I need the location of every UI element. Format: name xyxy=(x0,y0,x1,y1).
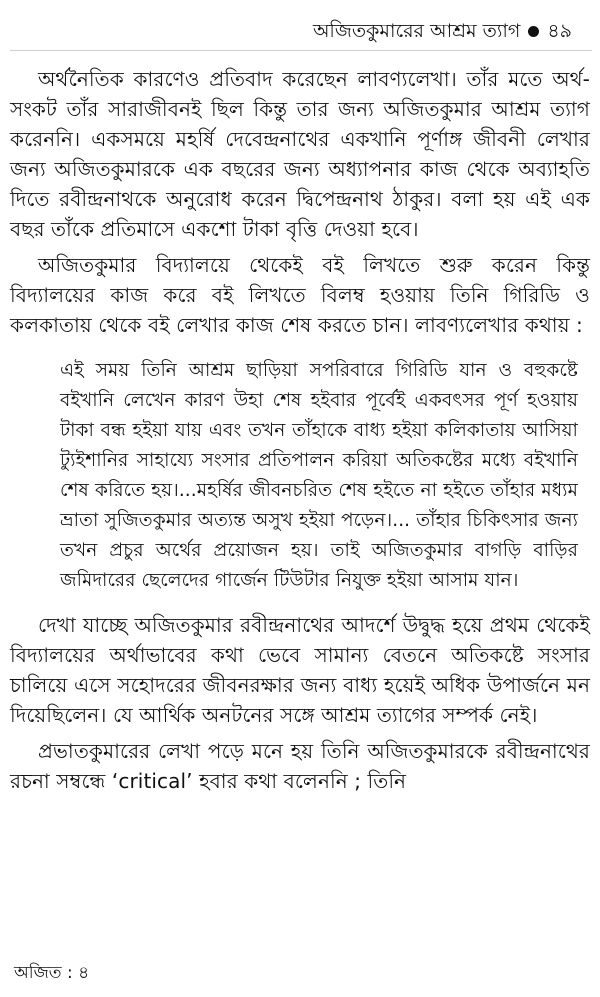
footer-signature: অজিত : ৪ xyxy=(14,963,90,983)
bullet-icon xyxy=(528,26,539,37)
paragraph-4: প্রভাতকুমারের লেখা পড়ে মনে হয় তিনি অজিতকুমারকে রবীন্দ্রনাথের রচনা সম্বন্ধে ‘critical’ হবার কথা বলেননি ; তিনি xyxy=(10,739,590,793)
chapter-title: অজিতকুমারের আশ্রম ত্যাগ xyxy=(312,20,521,42)
quote-text: এই সময় তিনি আশ্রম ছাড়িয়া সপরিবারে গিরিডি যান ও বহুকষ্টে বইখানি লেখেন কারণ উহা শেষ হইবার পূর্বেই একবৎসর পূর্ণ হওয়ায় টাকা বন্ধ হইয়া যায় এবং তখন তাঁহাকে বাধ্য হইয়া কলিকাতায় আসিয়া ট্যুইশানির সাহায্যে সংসার প্রতিপালন করিয়া অতিকষ্টের মধ্যে বইখানি শেষ করিতে হয়।...মহর্ষির জীবনচরিত শেষ হইতে না হইতে তাঁহার মধ্যম ভ্রাতা সুজিতকুমার অত্যন্ত অসুখ হইয়া পড়েন।... তাঁহার চিকিৎসার জন্য তখন প্রচুর অর্থের প্রয়োজন হয়। তাই অজিতকুমার বাগড়ি বাড়ির জমিদারের ছেলেদের গার্জেন টিউটার নিযুক্ত হইয়া আসাম যান। xyxy=(60,360,578,591)
block-quote xyxy=(60,356,578,596)
paragraph-1: অর্থনৈতিক কারণেও প্রতিবাদ করেছেন লাবণ্যলেখা। তাঁর মতে অর্থ-সংকট তাঁর সারাজীবনই ছিল কিন্তু তার জন্য অজিতকুমার আশ্রম ত্যাগ করেননি। একসময়ে মহর্ষি দেবেন্দ্রনাথের একখানি পূর্ণাঙ্গ জীবনী লেখার জন্য অজিতকুমারকে এক বছরের জন্য অধ্যাপনার কাজ থেকে অব্যাহতি দিতে রবীন্দ্রনাথকে অনুরোধ করেন দ্বিপেন্দ্রনাথ ঠাকুর। বলা হয় এই এক বছর তাঁকে প্রতিমাসে একশো টাকা বৃত্তি দেওয়া হবে। xyxy=(10,67,590,241)
page-number: ৪৯ xyxy=(547,20,572,42)
header-divider xyxy=(10,50,592,51)
running-header xyxy=(313,18,572,44)
paragraph-3: দেখা যাচ্ছে অজিতকুমার রবীন্দ্রনাথের আদর্শে উদ্বুদ্ধ হয়ে প্রথম থেকেই বিদ্যালয়ের অর্থাভাবের কথা ভেবে সামান্য বেতনে অতিকষ্টে সংসার চালিয়ে এসে সহোদরের জীবনরক্ষার জন্য বাধ্য হয়েই অধিক উপার্জনে মন দিয়েছিলেন। যে আর্থিক অনটনের সঙ্গে আশ্রম ত্যাগের সম্পর্ক নেই। xyxy=(10,613,590,727)
body-text xyxy=(10,64,590,796)
paragraph-2: অজিতকুমার বিদ্যালয়ে থেকেই বই লিখতে শুরু করেন কিন্তু বিদ্যালয়ের কাজ করে বই লিখতে বিলম্ব হওয়ায় তিনি গিরিডি ও কলকাতায় থেকে বই লেখার কাজ শেষ করতে চান। লাবণ্যলেখার কথায় : xyxy=(10,253,590,337)
